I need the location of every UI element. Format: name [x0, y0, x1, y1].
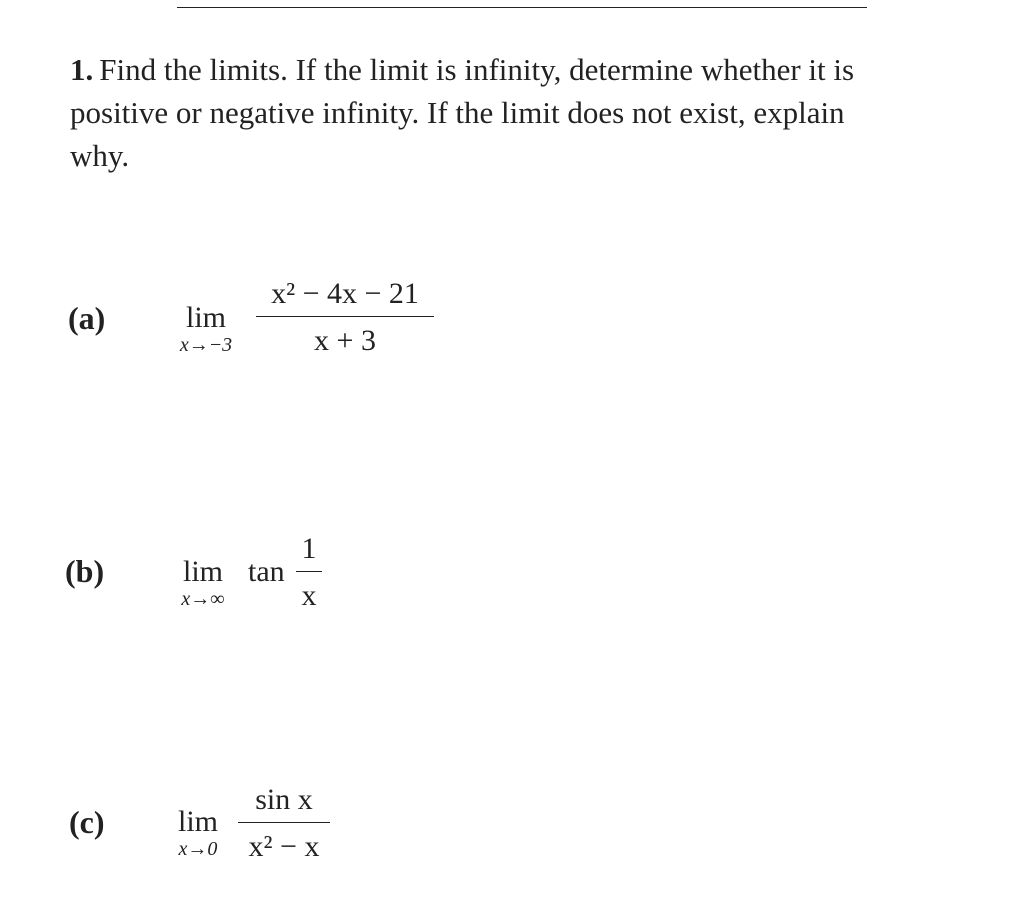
- part-b-limit: [168, 556, 238, 610]
- part-a-fraction: [256, 276, 434, 359]
- part-b-fraction-bar: [296, 571, 322, 572]
- part-a-lim-sub: x→−3: [179, 334, 233, 356]
- part-a-limit: [170, 302, 242, 356]
- top-rule: [177, 7, 867, 8]
- part-b-fraction: [296, 531, 322, 614]
- part-b-function: tan: [248, 555, 285, 588]
- part-a-lim-word: lim: [185, 301, 226, 334]
- part-c-lim-sub: x→0: [178, 838, 218, 860]
- part-b-numerator: 1: [301, 532, 317, 565]
- problem-number: 1.: [70, 52, 94, 87]
- part-c-limit: [168, 806, 228, 860]
- part-b-lim-word: lim: [182, 555, 223, 588]
- part-a-denominator: x + 3: [314, 324, 376, 357]
- part-c-fraction-bar: [238, 822, 330, 823]
- part-c-fraction: [238, 782, 330, 865]
- part-b-label: (b): [65, 553, 105, 589]
- problem-statement: [70, 48, 880, 177]
- part-c-lim-word: lim: [177, 805, 218, 838]
- problem-text: Find the limits. If the limit is infinity, determine whether it is positive or negative infinity. If the limit does not exist, explain why.: [70, 52, 855, 173]
- part-c-denominator: x² − x: [248, 830, 320, 863]
- part-b-lim-sub: x→∞: [181, 588, 225, 610]
- part-a-label: (a): [68, 300, 106, 336]
- part-a-numerator: x² − 4x − 21: [271, 277, 419, 310]
- part-a-fraction-bar: [256, 316, 434, 317]
- part-b-denominator: x: [301, 579, 317, 612]
- part-c-numerator: sin x: [255, 783, 313, 816]
- part-c-label: (c): [69, 804, 105, 840]
